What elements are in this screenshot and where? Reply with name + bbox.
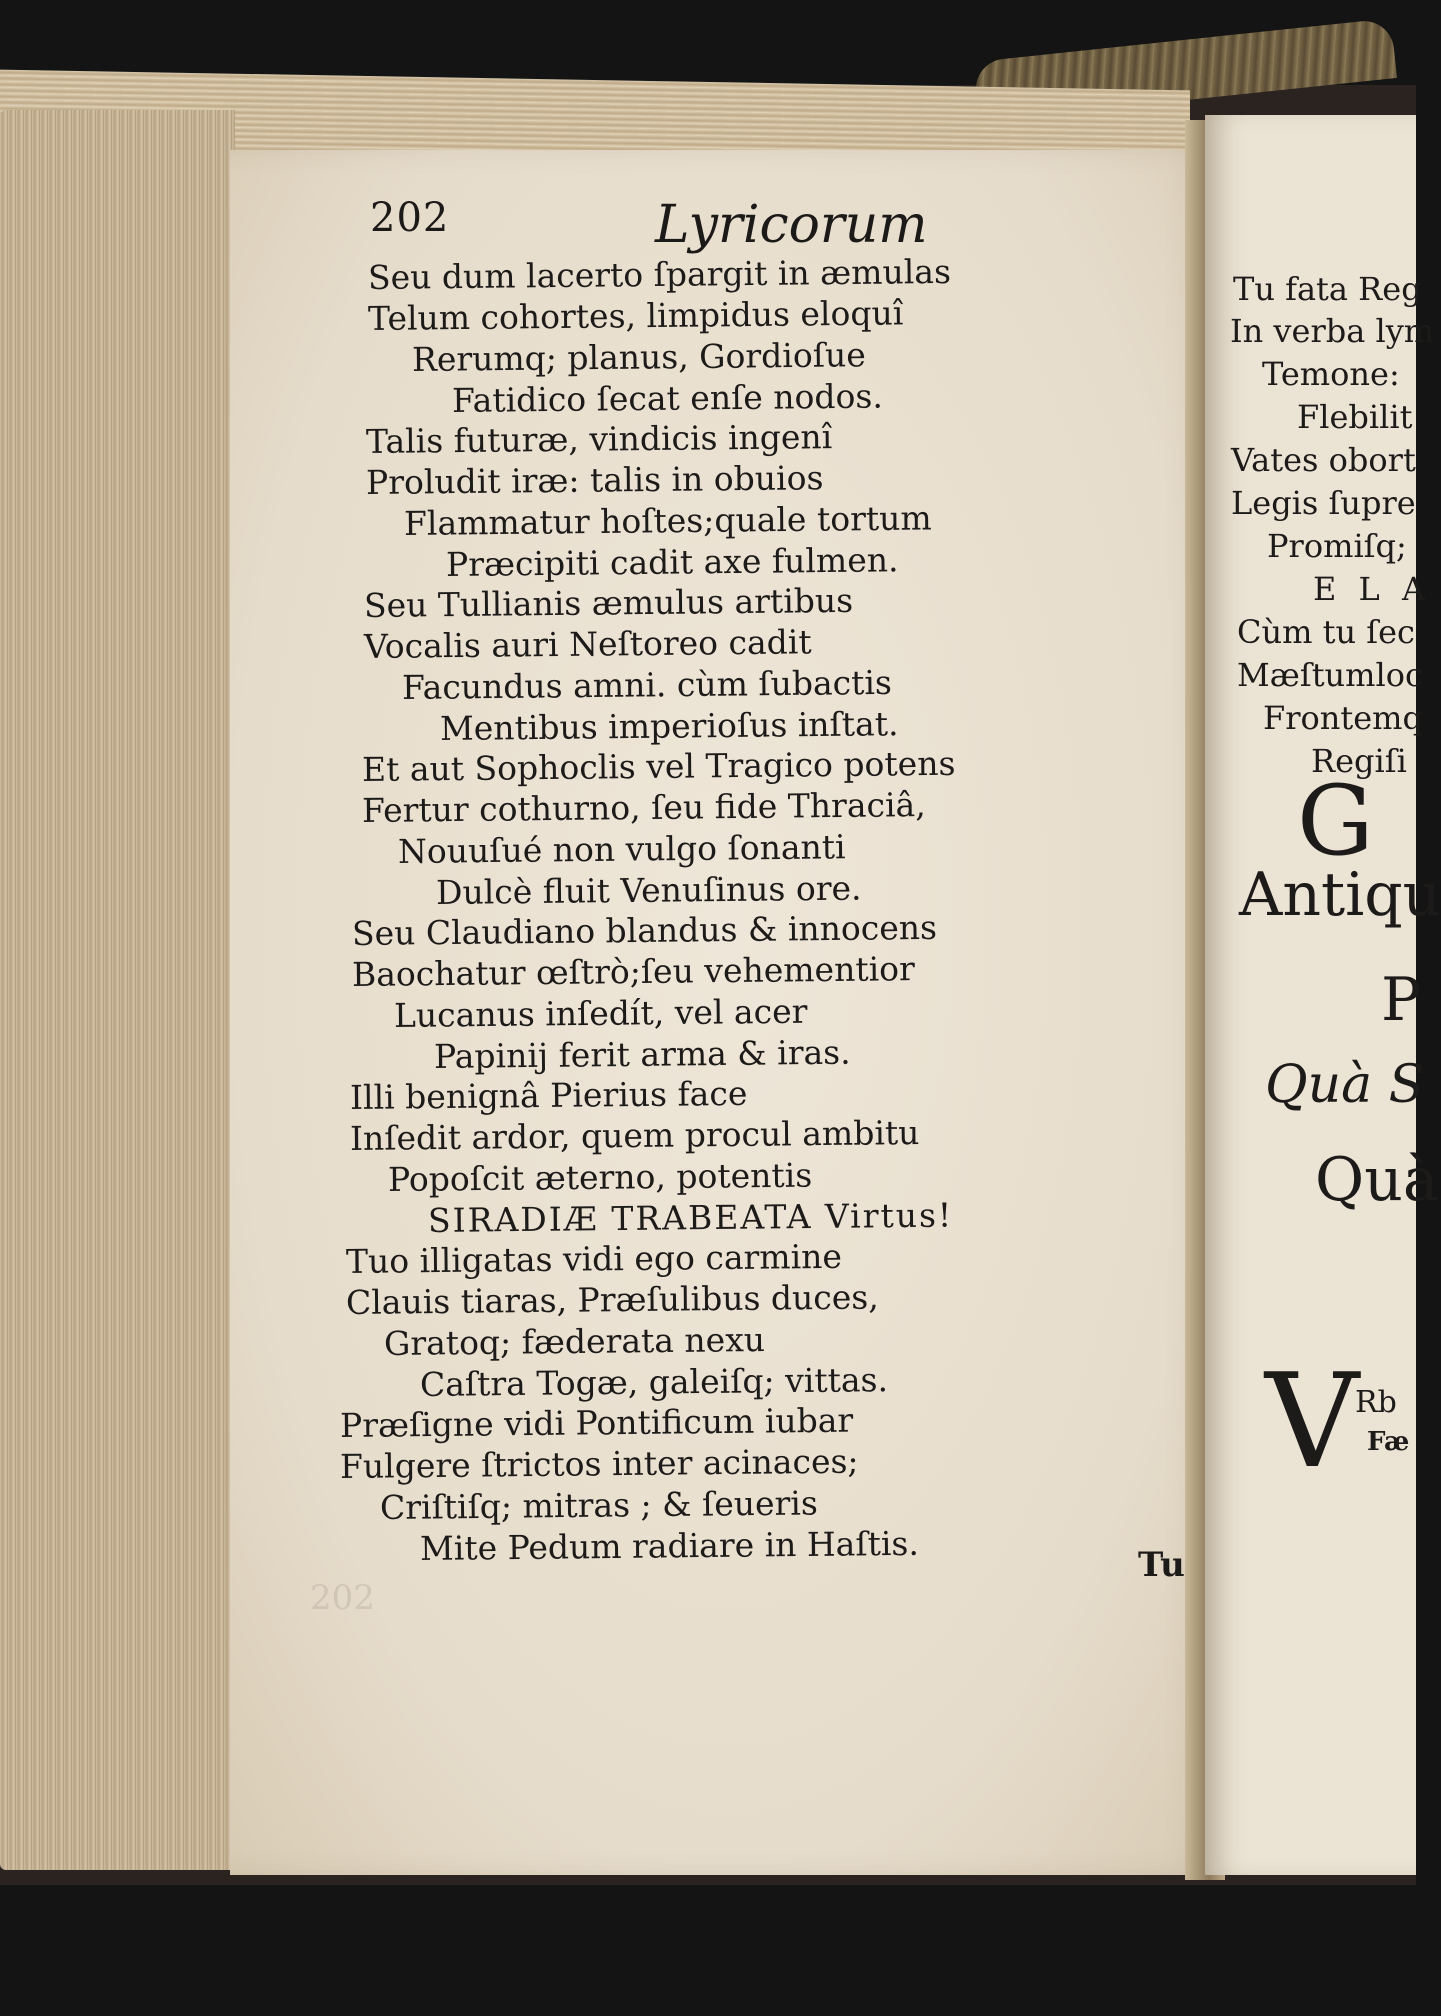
verse-line: Baochatur œſtrò;ſeu vehementior [351,949,916,994]
right-page-line: Rb [1355,1385,1397,1420]
verse-line: Mentibus imperioſus inſtat. [439,704,899,748]
page-header [370,195,928,255]
verse-line: Proludit iræ: talis in obuios [365,458,824,502]
right-page-line: P [1381,965,1422,1035]
verse-line: Facundus amni. cùm ſubactis [401,662,893,707]
verse-line: Talis futuræ, vindicis ingenî [365,417,833,461]
offset-ghost-text: 202 [310,1578,375,1618]
page-number: 202 [370,195,450,241]
right-page-line: G [1297,765,1374,877]
verse-line: Mite Pedum radiare in Haſtis. [419,1523,920,1568]
verse-line: Vocalis auri Neſtoreo cadit [363,622,812,666]
verse-line: Præſigne vidi Pontificum iubar [339,1400,854,1445]
right-page-line: Tu fata Reg [1233,270,1422,308]
right-page-line: Flebilit [1297,398,1413,436]
right-page-line: Promiſq; [1267,527,1407,565]
right-page-line: V [1265,1345,1359,1497]
right-page-line: Temone: [1262,355,1400,393]
verse-line: Fulgere ſtrictos inter acinaces; [339,1441,859,1486]
verse-line: Tuo illigatas vidi ego carmine [345,1236,843,1281]
running-title: Lyricorum [655,195,928,255]
right-page [1205,115,1441,1875]
verse-line: Seu Tullianis æmulus artibus [363,580,854,625]
catchword: Tu [1138,1545,1185,1585]
right-page-line: E L A [1313,570,1432,608]
right-page-line: Vates obort [1231,441,1416,479]
right-page-line: Quà [1315,1145,1439,1215]
verse-line: Flammatur hoſtes;quale tortum [403,498,932,543]
right-page-line: Regiſi [1311,742,1407,780]
verse-line: Dulcè fluit Venuſinus ore. [435,868,862,912]
verse-line: Illi benignâ Pierius face [349,1073,748,1117]
verse-line: Fatidico ſecat enſe nodos. [451,376,884,420]
verse-line: Papinij ferit arma & iras. [433,1032,851,1076]
verse-line: Telum cohortes, limpidus eloquî [367,293,904,338]
verse-line: Nouuſué non vulgo ſonanti [397,827,846,871]
page-edges-side [0,110,235,1870]
verse-line: Seu dum lacerto ſpargit in æmulas [367,251,952,297]
verse-line: Seu Claudiano blandus & innocens [351,907,938,953]
verse-line: SIRADIÆ TRABEATA Virtus! [427,1195,954,1240]
verse-line: Lucanus inſedít, vel acer [393,991,808,1035]
right-page-line: Quà S [1265,1055,1425,1115]
right-page-line: Mæſtumloc [1237,656,1423,694]
verse-line: Rerumq; planus, Gordioſue [411,335,866,379]
verse-line: Fertur cothurno, ſeu fide Thraciâ, [361,785,926,830]
right-page-line: Frontemq [1263,699,1423,737]
right-page-line: Legis ſupre [1231,484,1416,522]
verse-line: Inſedit ardor, quem procul ambitu [349,1113,920,1158]
right-page-line: Fæ [1367,1427,1410,1457]
right-page-line: Antiqu [1239,860,1441,930]
verse-line: Gratoq; fæderata nexu [383,1320,766,1363]
verse-line: Popoſcit æterno, potentis [387,1155,813,1199]
verse-line: Caſtra Togæ, galeiſq; vittas. [419,1360,889,1404]
verse-line: Criſtiſq; mitras ; & ſeueris [379,1483,818,1527]
verse-line: Clauis tiaras, Præſulibus duces, [345,1277,879,1322]
right-page-line: In verba lym [1230,312,1435,350]
verse-line: Et aut Sophoclis vel Tragico potens [361,743,956,789]
verse-line: Præcipiti cadit axe fulmen. [445,540,899,584]
right-page-line: Cùm tu ſec [1237,613,1415,651]
